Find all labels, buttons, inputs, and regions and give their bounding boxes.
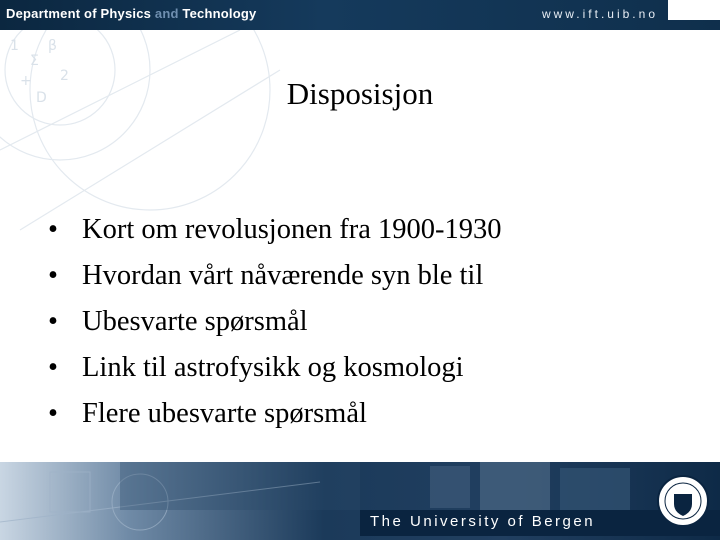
list-item bbox=[48, 346, 502, 392]
bullet-text: Link til astrofysikk og kosmologi bbox=[82, 352, 464, 383]
svg-text:1: 1 bbox=[10, 38, 19, 54]
bullet-list bbox=[48, 208, 502, 438]
bullet-dot: • bbox=[48, 398, 58, 429]
bullet-dot: • bbox=[48, 306, 58, 337]
svg-text:+: + bbox=[20, 73, 32, 89]
list-item bbox=[48, 254, 502, 300]
header-white-box bbox=[668, 0, 720, 20]
bullet-dot: • bbox=[48, 352, 58, 383]
header-banner bbox=[0, 0, 720, 30]
list-item bbox=[48, 208, 502, 254]
university-seal-icon bbox=[656, 474, 710, 528]
list-item bbox=[48, 392, 502, 438]
svg-text:2: 2 bbox=[60, 68, 69, 84]
department-name-tail: Technology bbox=[178, 6, 257, 21]
department-name-main: Department of Physics bbox=[6, 6, 155, 21]
bullet-text: Ubesvarte spørsmål bbox=[82, 306, 308, 337]
svg-text:β: β bbox=[48, 38, 57, 54]
svg-text:D: D bbox=[36, 90, 47, 106]
department-name-and: and bbox=[154, 6, 179, 21]
department-name bbox=[6, 6, 256, 21]
bullet-text: Flere ubesvarte spørsmål bbox=[82, 398, 367, 429]
bullet-dot: • bbox=[48, 260, 58, 291]
bullet-text: Hvordan vårt nåværende syn ble til bbox=[82, 260, 484, 291]
header-url: www.ift.uib.no bbox=[541, 7, 658, 21]
svg-text:Σ: Σ bbox=[30, 53, 39, 69]
slide-title: Disposisjon bbox=[286, 76, 434, 111]
list-item bbox=[48, 300, 502, 346]
bullet-text: Kort om revolusjonen fra 1900-1930 bbox=[82, 214, 502, 245]
university-name: The University of Bergen bbox=[370, 513, 596, 530]
bullet-dot: • bbox=[48, 214, 58, 245]
